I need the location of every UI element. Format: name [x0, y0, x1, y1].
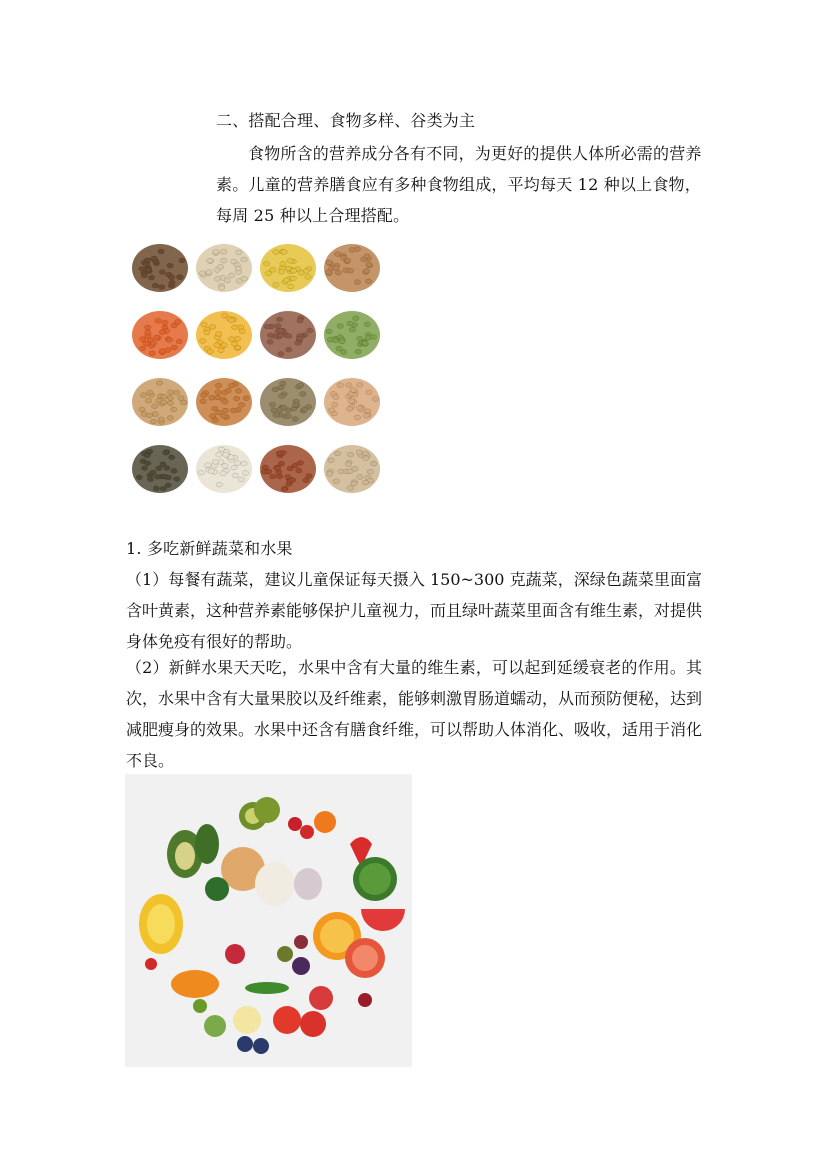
fruits-paragraph: （2）新鲜水果天天吃，水果中含有大量的维生素，可以起到延缓衰老的作用。其次，水果中含有大量果胶以及纤维素，能够刺激胃肠道蠕动，从而预防便秘，达到减肥瘦身的效果。水果中还含有膳食纤维，可以帮助人体消化、吸收，适用于消化不良。 — [126, 658, 703, 770]
grain-pile — [324, 311, 380, 359]
grain-pile — [324, 244, 380, 292]
grains-legumes-image — [128, 238, 390, 502]
grain-pile — [324, 378, 380, 426]
section-heading: 二、搭配合理、食物多样、谷类为主 — [216, 111, 476, 130]
grain-pile — [132, 311, 188, 359]
grain-pile — [132, 244, 188, 292]
grain-pile — [196, 378, 252, 426]
section-paragraph: 食物所含的营养成分各有不同，为更好的提供人体所必需的营养素。儿童的营养膳食应有多种食物组成，平均每天 12 种以上食物，每周 25 种以上合理搭配。 — [216, 144, 702, 225]
grain-pile — [196, 311, 252, 359]
grain-pile — [324, 445, 380, 493]
grain-pile — [260, 244, 316, 292]
vegetables-paragraph: （1）每餐有蔬菜，建议儿童保证每天摄入 150~300 克蔬菜，深绿色蔬菜里面富含叶黄素，这种营养素能够保护儿童视力，而且绿叶蔬菜里面含有维生素，对提供身体免疫有很好的帮助。 — [126, 570, 703, 651]
grain-pile — [260, 445, 316, 493]
grain-pile — [196, 445, 252, 493]
grain-pile — [260, 378, 316, 426]
grain-pile — [132, 445, 188, 493]
grain-pile — [196, 244, 252, 292]
subsection-title: 1. 多吃新鲜蔬菜和水果 — [126, 539, 293, 558]
grain-pile — [260, 311, 316, 359]
grain-pile — [132, 378, 188, 426]
fruits-vegetables-image — [125, 774, 412, 1067]
